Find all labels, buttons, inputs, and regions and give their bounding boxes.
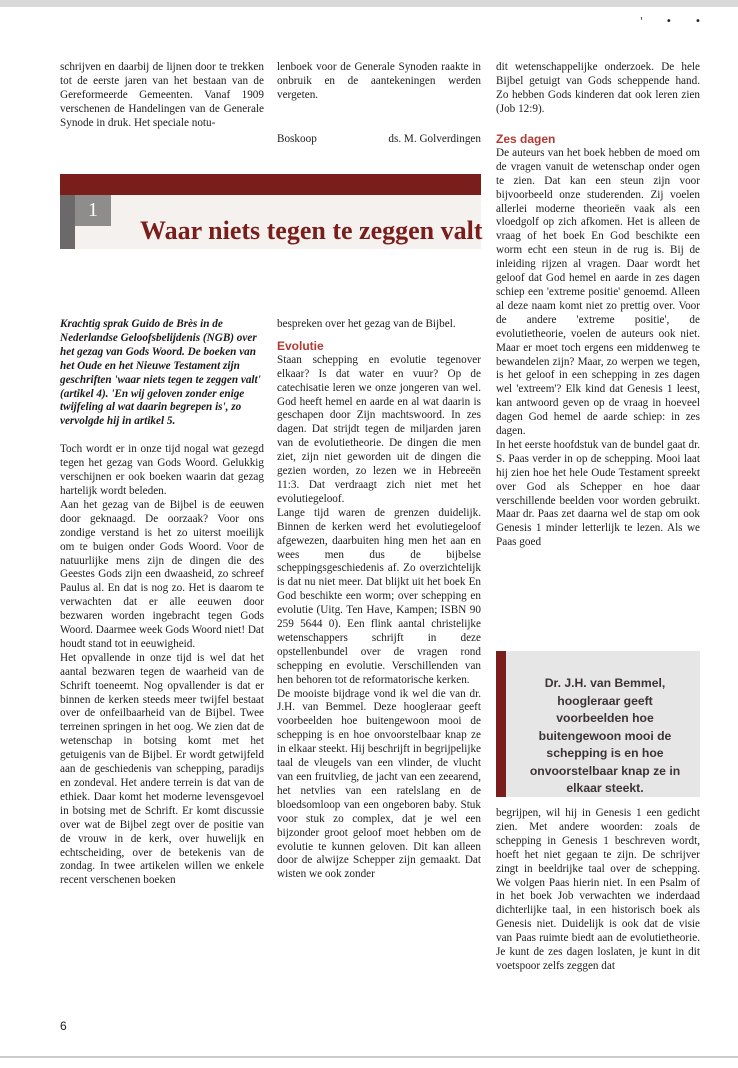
col1-paragraph: Toch wordt er in onze tijd nogal wat gezegd tegen het gezag van Gods Woord. Gelukkig verschijnen er ook boeken waarin dat gezag hartelijk wordt beleden. (60, 443, 264, 497)
column-2 (277, 318, 481, 882)
signature-place: Boskoop (277, 133, 317, 145)
scan-edge-top (0, 0, 738, 7)
page-number: 6 (60, 1019, 67, 1033)
signature-name: ds. M. Golverdingen (388, 133, 481, 145)
top-column-1 (60, 61, 264, 131)
top-col2-text: lenboek voor de Generale Synoden raakte in onbruik en de aantekeningen werden vergeten. (277, 61, 481, 101)
article-intro: Krachtig sprak Guido de Brès in de Nederlandse Geloofsbelijdenis (NGB) over het gezag van Gods Woord. De boeken van het Oude en het Nieuwe Testament zijn geschriften 'waar niets tegen te zeggen valt' (artikel 4). 'En wij geloven zonder enige twijfeling al wat daarin begrepen is', zo vervolgde hij in artikel 5. (60, 318, 261, 428)
col2-paragraph: De mooiste bijdrage vond ik wel die van dr. J.H. van Bemmel. Deze hoogleraar geeft voorbeelden hoe buitengewoon mooi de schepping is en hoe onvoorstelbaar knap ze in elkaar steekt. Hij beschrijft in begrijpelijke taal de vleugels van een vlinder, de vlucht van een fruitvlieg, de jacht van een zeearend, het netvlies van een ratelslang en de bloedsomloop van een ongeboren baby. Stuk voor stuk zo complex, dat je wel een bijzonder groot geloof moet hebben om de evolutie te kunnen geloven. Dit kan alleen door de alwijze Schepper zijn gemaakt. Dat wisten we ook zonder (277, 687, 481, 881)
col3-paragraph: De auteurs van het boek hebben de moed om de vragen vanuit de wetenschap onder ogen te zien. Dat kan een steun zijn voor bijvoorbeeld onze studerenden. Zij voelen allerlei moderne theorieën vaak als een vloedgolf op zich afkomen. Het is alleen de vraag of het boek En God beschikte een worm echt een steun in de rug is. Bij de inleiding rijzen al vragen. Daar wordt het geloof dat God hemel en aarde in zes dagen schiep een 'extreme positie' genoemd. Alleen al deze naam komt niet zo prettig over. Voor de andere 'extreme positie', de evolutietheorie, voelen de auteurs ook niet. Maar er moet toch ergens een middenweg te bewandelen zijn? Maar, zo werpen we tegen, is het geloof in een schepping in zes dagen wel 'extreem'? Elk kind dat Genesis 1 leest, kan antwoord geven op de vraag in hoeveel dagen God hemel de aarde schiep: in zes dagen. (496, 146, 700, 438)
col2-paragraph: Lange tijd waren de grenzen duidelijk. Binnen de kerken werd het evolutiegeloof afgewezen, daarbuiten hing men het aan en wees men dus de bijbelse scheppingsgeschiedenis af. Zo overzichtelijk is dat nu niet meer. Dat blijkt uit het boek En God beschikte een worm; over schepping en evolutie (Uitg. Ten Have, Kampen; ISBN 90 259 5644 0). Een flink aantal christelijke wetenschappers schrijft in deze opstellenbundel over de vragen rond schepping en evolutie. Verschillenden van hen behoren tot de reformatorische kerken. (277, 506, 481, 686)
signature (277, 133, 481, 145)
column-3-continued (496, 807, 700, 974)
top-column-3 (496, 61, 700, 117)
article-title: Waar niets tegen te zeggen valt (140, 216, 483, 245)
pull-quote-text: Dr. J.H. van Bemmel, hoogleraar geeft voorbeelden hoe buitengewoon mooi de schepping is en hoe onvoorstelbaar knap ze in elkaar steekt. (529, 676, 681, 795)
column-3 (496, 133, 700, 550)
col1-paragraph: Aan het gezag van de Bijbel is de eeuwen door geknaagd. De oorzaak? Voor ons zondige verstand is het zo uiterst moeilijk om te buigen onder Gods Woord. Voor de natuurlijke mens zijn de dingen die des Geestes Gods zijn een dwaasheid, zo schreef Paulus al. En dat is nog zo. Het is daarom te verwachten dat er alle eeuwen door bezwaren worden ingebracht tegen Gods Woord. Daarmee week Gods Woord niet! Dat houdt stand tot in eeuwigheid. (60, 498, 264, 650)
col3-paragraph: In het eerste hoofdstuk van de bundel gaat dr. S. Paas verder in op de schepping. Mooi laat hij zien hoe het hele Oude Testament spreekt over God als Schepper en hoe daar verschillende beelden voor worden gebruikt. Maar dr. Paas zet daarna wel de stap om ook Genesis 1 minder letterlijk te lezen. Als we Paas goed (496, 438, 700, 549)
article-number-shadow (60, 195, 75, 249)
top-col1-text: schrijven en daarbij de lijnen door te trekken tot de eerste jaren van het bestaan van de Gereformeerde Gemeenten. Vanaf 1909 verschenen de Handelingen van de Generale Synode in druk. Het speciale notu- (60, 61, 264, 129)
top-column-2 (277, 61, 481, 103)
section-heading-zes-dagen: Zes dagen (496, 132, 556, 146)
scan-edge-bottom (0, 1056, 738, 1058)
article-number: 1 (75, 195, 111, 226)
col2-paragraph: bespreken over het gezag van de Bijbel. (277, 318, 456, 330)
col1-paragraph: Het opvallende in onze tijd is wel dat het aantal bezwaren tegen de waarheid van de Schrift toeneemt. Nog opvallender is dat er binnen de kerken steeds meer twijfel bestaat over de onfeilbaarheid van de Bijbel. Twee terreinen springen in het oog. We zien dat de wetenschap in botsing komt met het getuigenis van de Bijbel. Er wordt getwijfeld aan de geschiedenis van schepping, paradijs en zondeval. Het andere terrein is dat van de ethiek. Daar komt het moderne levensgevoel in botsing met de Schrift. Er komt discussie over wat de Bijbel zegt over de positie van de vrouw in de kerk, over huwelijk en echtscheiding, over de betekenis van de zondag. In twee artikelen willen we enkele recent verschenen boeken (60, 651, 264, 887)
col2-paragraph: Staan schepping en evolutie tegenover elkaar? Is dat water en vuur? Op de catechisatie leren we onze jongeren van wel. God heeft hemel en aarde en al wat daarin is geschapen door Zijn machtswoord. In zes dagen. Dat strijdt tegen de miljarden jaren van de evolutietheorie. De dingen die men ziet, zijn niet geworden uit de dingen die gezien worden, zo lezen we in Hebreeën 11:3. Dat verdraagt zich niet met het evolutiegeloof. (277, 353, 481, 505)
section-heading-evolutie: Evolutie (277, 338, 324, 353)
scan-marks: ' • • (640, 16, 711, 27)
column-1 (60, 318, 264, 888)
article-banner-bar (60, 174, 481, 195)
top-col3-text: dit wetenschappelijke onderzoek. De hele Bijbel getuigt van Gods scheppende hand. Zo hebben Gods kinderen dat ook leren zien (Job 12:9). (496, 61, 700, 115)
col3-paragraph: begrijpen, wil hij in Genesis 1 een gedicht zien. Met andere woorden: zoals de schepping in Genesis 1 beschreven wordt, hoeft het niet gegaan te zijn. De schrijver zingt in beeldrijke taal over de schepping. We volgen Paas hierin niet. In een Psalm of in het boek Job verwachten we inderdaad dichterlijke taal, in een historisch boek als Genesis niet. Duidelijk is ook dat de visie van Paas ruimte biedt aan de evolutietheorie. Je kunt de zes dagen loslaten, je kunt in dit voetspoor zelfs zeggen dat (496, 807, 700, 972)
pull-quote-accent (496, 651, 506, 797)
